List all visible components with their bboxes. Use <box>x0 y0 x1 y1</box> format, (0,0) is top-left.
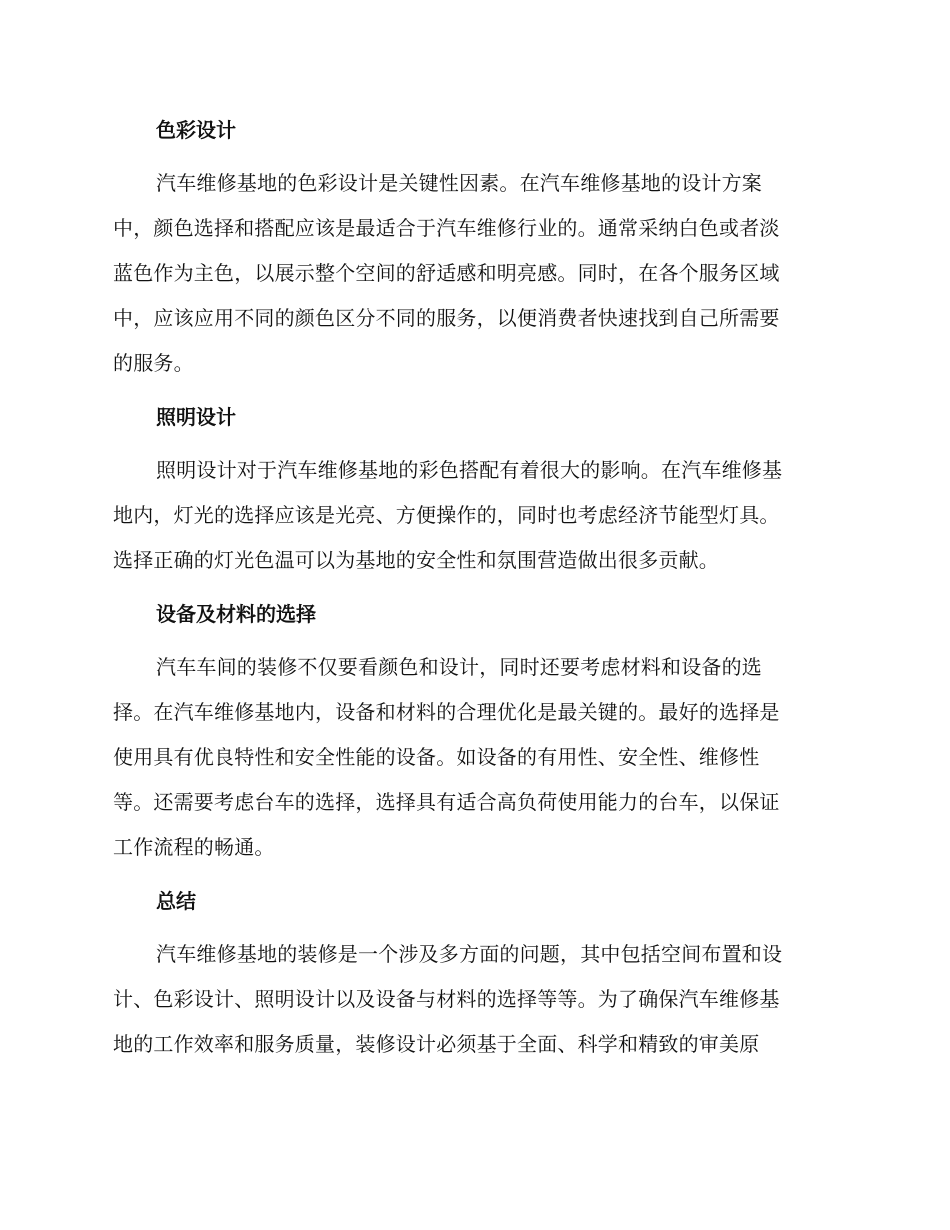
section-heading: 照明设计 <box>156 405 236 429</box>
paragraph-line: 的服务。 <box>113 351 194 375</box>
section-paragraph <box>113 645 833 870</box>
paragraph-line: 计、色彩设计、照明设计以及设备与材料的选择等等。为了确保汽车维修基 <box>113 987 780 1011</box>
paragraph-line: 地的工作效率和服务质量，装修设计必须基于全面、科学和精致的审美原 <box>113 1032 760 1056</box>
section-heading: 设备及材料的选择 <box>156 602 316 626</box>
section-summary <box>113 879 833 1067</box>
paragraph-line: 择。在汽车维修基地内，设备和材料的合理优化是最关键的。最好的选择是 <box>113 700 780 724</box>
section-lighting-design <box>113 395 833 583</box>
section-color-design <box>113 108 833 386</box>
paragraph-line: 汽车维修基地的色彩设计是关键性因素。在汽车维修基地的设计方案 <box>156 171 762 195</box>
section-heading: 色彩设计 <box>156 118 236 142</box>
paragraph-line: 汽车车间的装修不仅要看颜色和设计，同时还要考虑材料和设备的选 <box>156 655 762 679</box>
document-page <box>113 108 833 1076</box>
section-paragraph <box>113 932 833 1067</box>
paragraph-line: 汽车维修基地的装修是一个涉及多方面的问题，其中包括空间布置和设 <box>156 942 783 966</box>
paragraph-line: 中，应该应用不同的颜色区分不同的服务，以便消费者快速找到自己所需要 <box>113 306 780 330</box>
paragraph-line: 选择正确的灯光色温可以为基地的安全性和氛围营造做出很多贡献。 <box>113 548 719 572</box>
paragraph-line: 蓝色作为主色，以展示整个空间的舒适感和明亮感。同时，在各个服务区域 <box>113 261 780 285</box>
paragraph-line: 工作流程的畅通。 <box>113 835 275 859</box>
paragraph-line: 中，颜色选择和搭配应该是最适合于汽车维修行业的。通常采纳白色或者淡 <box>113 216 780 240</box>
paragraph-line: 地内，灯光的选择应该是光亮、方便操作的，同时也考虑经济节能型灯具。 <box>113 503 780 527</box>
section-paragraph <box>113 448 833 583</box>
paragraph-line: 照明设计对于汽车维修基地的彩色搭配有着很大的影响。在汽车维修基 <box>156 458 783 482</box>
section-equipment-materials <box>113 592 833 870</box>
paragraph-line: 使用具有优良特性和安全性能的设备。如设备的有用性、安全性、维修性 <box>113 745 760 769</box>
section-heading: 总结 <box>156 889 196 913</box>
section-paragraph <box>113 161 833 386</box>
paragraph-line: 等。还需要考虑台车的选择，选择具有适合高负荷使用能力的台车，以保证 <box>113 790 780 814</box>
